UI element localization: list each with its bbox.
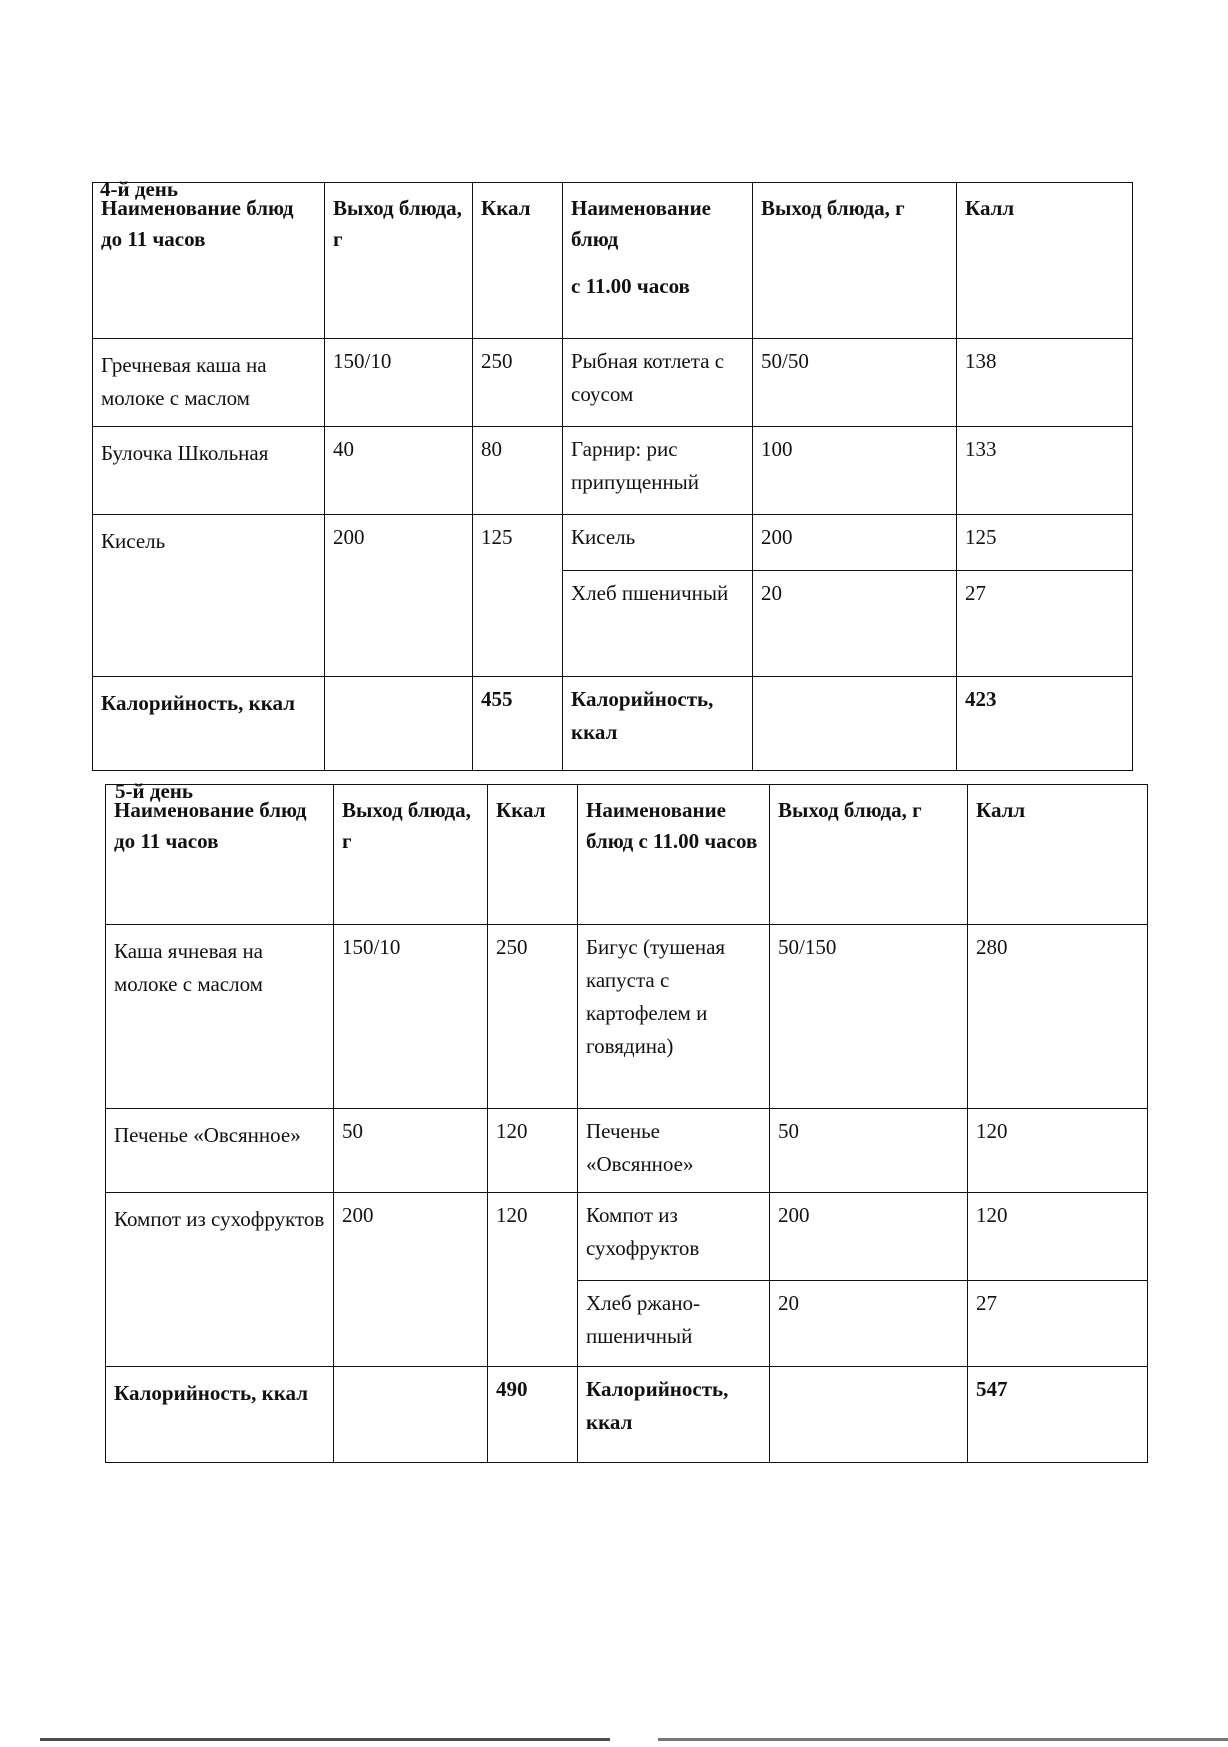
table-header-row	[93, 183, 1133, 339]
table-row	[106, 1109, 1148, 1193]
dish-kcal: 120	[968, 1193, 1148, 1281]
dish-yield: 200	[753, 515, 957, 571]
dish-kcal: 120	[488, 1193, 578, 1367]
header-yield-after: Выход блюда, г	[753, 183, 957, 339]
day5-menu-table	[105, 784, 1148, 1463]
table-row	[93, 515, 1133, 571]
empty-cell	[770, 1367, 968, 1463]
dish-kcal: 125	[473, 515, 563, 677]
dish-name: Каша ячневая на молоке с маслом	[106, 925, 334, 1109]
dish-yield: 50/50	[753, 339, 957, 427]
dish-kcal: 280	[968, 925, 1148, 1109]
total-label-after: Калорийность, ккал	[563, 677, 753, 771]
header-yield-before: Выход блюда, г	[325, 183, 473, 339]
dish-kcal: 27	[968, 1281, 1148, 1367]
header-name-after	[563, 183, 753, 339]
dish-name: Хлеб пшеничный	[563, 571, 753, 677]
header-name-before: Наименование блюд до 11 часов	[106, 785, 334, 925]
dish-kcal: 125	[957, 515, 1133, 571]
header-name-after: Наименование блюд с 11.00 часов	[578, 785, 770, 925]
day5-title: 5-й день	[115, 779, 193, 803]
header-name-after-line1: Наименование блюд	[571, 196, 711, 251]
dish-name: Печенье «Овсянное»	[578, 1109, 770, 1193]
dish-name: Кисель	[563, 515, 753, 571]
dish-kcal: 138	[957, 339, 1133, 427]
dish-yield: 100	[753, 427, 957, 515]
dish-name: Бигус (тушеная капуста с картофелем и говядина)	[578, 925, 770, 1109]
total-kcal-after: 423	[957, 677, 1133, 771]
total-label-before: Калорийность, ккал	[106, 1367, 334, 1463]
empty-cell	[753, 677, 957, 771]
dish-name: Гарнир: рис припущенный	[563, 427, 753, 515]
table-header-row	[106, 785, 1148, 925]
dish-name: Компот из сухофруктов	[106, 1193, 334, 1367]
empty-cell	[325, 677, 473, 771]
dish-name: Кисель	[93, 515, 325, 677]
total-row	[93, 677, 1133, 771]
total-kcal-after: 547	[968, 1367, 1148, 1463]
dish-yield: 200	[334, 1193, 488, 1367]
header-yield-before: Выход блюда, г	[334, 785, 488, 925]
table-row	[106, 925, 1148, 1109]
dish-yield: 200	[770, 1193, 968, 1281]
header-name-after-line2: с 11.00 часов	[571, 274, 690, 298]
day4-menu-table	[92, 182, 1133, 771]
header-kcal-before: Ккал	[488, 785, 578, 925]
dish-yield: 150/10	[325, 339, 473, 427]
empty-cell	[334, 1367, 488, 1463]
dish-kcal: 120	[968, 1109, 1148, 1193]
header-kcal-after: Калл	[968, 785, 1148, 925]
total-row	[106, 1367, 1148, 1463]
table-row	[93, 339, 1133, 427]
dish-yield: 50	[770, 1109, 968, 1193]
dish-kcal: 250	[488, 925, 578, 1109]
header-kcal-before: Ккал	[473, 183, 563, 339]
dish-yield: 200	[325, 515, 473, 677]
dish-name: Гречневая каша на молоке с маслом	[93, 339, 325, 427]
dish-yield: 50/150	[770, 925, 968, 1109]
total-label-after: Калорийность, ккал	[578, 1367, 770, 1463]
total-kcal-before: 455	[473, 677, 563, 771]
dish-yield: 20	[753, 571, 957, 677]
total-kcal-before: 490	[488, 1367, 578, 1463]
scan-edge-line	[40, 1738, 1228, 1741]
dish-kcal: 80	[473, 427, 563, 515]
dish-name: Печенье «Овсянное»	[106, 1109, 334, 1193]
table-row	[106, 1193, 1148, 1281]
header-kcal-after: Калл	[957, 183, 1133, 339]
dish-yield: 50	[334, 1109, 488, 1193]
dish-name: Компот из сухофруктов	[578, 1193, 770, 1281]
total-label-before: Калорийность, ккал	[93, 677, 325, 771]
dish-name: Булочка Школьная	[93, 427, 325, 515]
dish-kcal: 27	[957, 571, 1133, 677]
table-row	[93, 427, 1133, 515]
dish-name: Хлеб ржано-пшеничный	[578, 1281, 770, 1367]
dish-name: Рыбная котлета с соусом	[563, 339, 753, 427]
dish-yield: 150/10	[334, 925, 488, 1109]
dish-kcal: 120	[488, 1109, 578, 1193]
dish-yield: 40	[325, 427, 473, 515]
dish-kcal: 250	[473, 339, 563, 427]
dish-yield: 20	[770, 1281, 968, 1367]
header-yield-after: Выход блюда, г	[770, 785, 968, 925]
dish-kcal: 133	[957, 427, 1133, 515]
day4-title: 4-й день	[100, 177, 178, 201]
header-name-before: Наименование блюд до 11 часов	[93, 183, 325, 339]
